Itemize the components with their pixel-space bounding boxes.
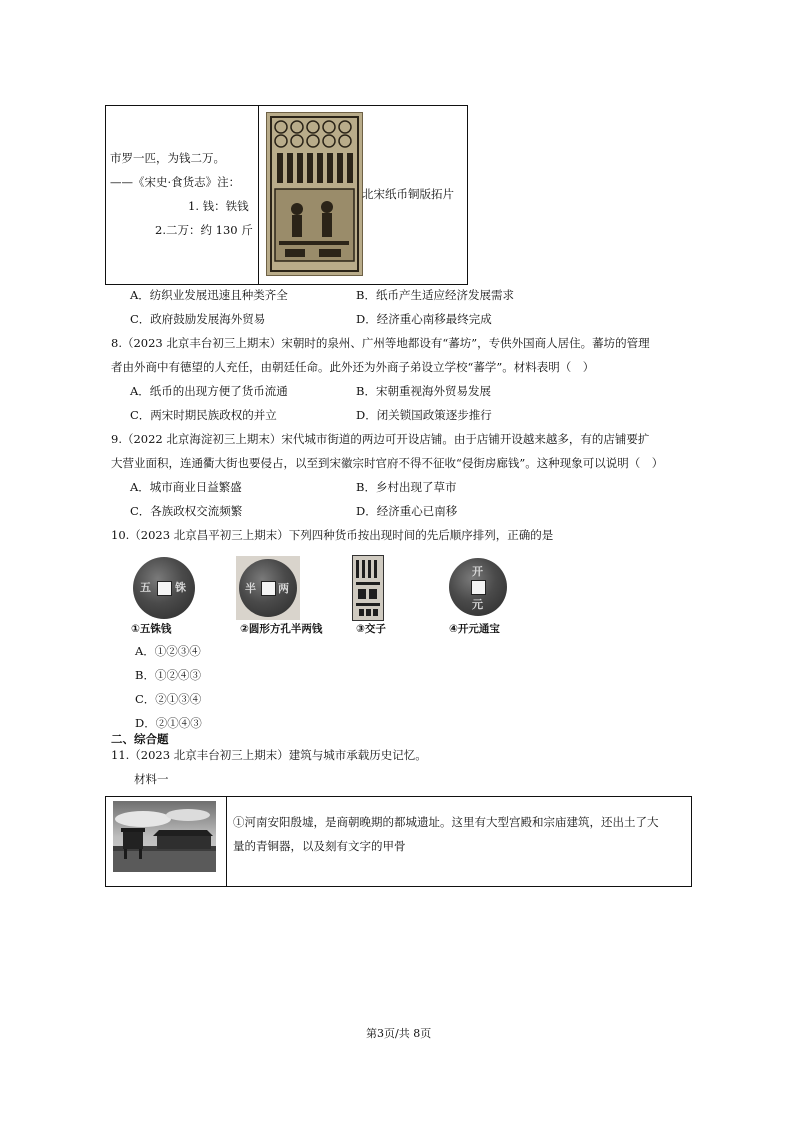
section-heading: 二、综合题 <box>111 732 169 746</box>
table-divider <box>258 105 259 285</box>
q10-option-b[interactable]: B．①②④③ <box>135 668 201 682</box>
coin-label-3: ③交子 <box>356 623 386 635</box>
jiaozi-pattern <box>353 556 383 620</box>
q10-option-c[interactable]: C．②①③④ <box>135 692 202 706</box>
yinxu-description-line2: 量的青铜器，以及刻有文字的甲骨 <box>233 839 406 853</box>
q9-option-d[interactable]: D．经济重心已南移 <box>356 504 458 518</box>
quote-source: ——《宋史·食货志》注： <box>110 175 241 189</box>
coin-char: 开 <box>472 565 483 578</box>
yinxu-photo-scene <box>113 801 216 872</box>
q7-option-b[interactable]: B．纸币产生适应经济发展需求 <box>356 288 514 302</box>
q8-option-b[interactable]: B．宋朝重视海外贸易发展 <box>356 384 491 398</box>
q7-option-d[interactable]: D．经济重心南移最终完成 <box>356 312 492 326</box>
banknote-pattern <box>267 113 362 275</box>
coin-label-4: ④开元通宝 <box>449 623 500 635</box>
q9-stem-line1: 9.（2022 北京海淀初三上期末）宋代城市街道的两边可开设店铺。由于店铺开设越来越多，有的店铺要扩 <box>111 432 650 446</box>
q10-option-a[interactable]: A．①②③④ <box>135 644 201 658</box>
q11-stem: 11.（2023 北京丰台初三上期末）建筑与城市承载历史记忆。 <box>111 748 427 762</box>
quote-text: 市罗一匹，为钱二万。 <box>110 151 225 165</box>
banliang-coin-image <box>239 559 297 617</box>
coin-char: 半 <box>245 582 256 595</box>
coin-char: 五 <box>140 581 151 594</box>
q9-option-b[interactable]: B．乡村出现了草市 <box>356 480 457 494</box>
q9-stem-line2: 大营业面积，连通衢大街也要侵占，以至到宋徽宗时官府不得不征收“侵街房廊钱”。这种现象可以说明（ ） <box>111 456 664 470</box>
image-caption: 北宋纸币铜版拓片 <box>362 187 454 201</box>
coin-label-1: ①五铢钱 <box>131 623 172 635</box>
coin-label-2: ②圆形方孔半两钱 <box>240 623 323 635</box>
q8-option-c[interactable]: C．两宋时期民族政权的并立 <box>130 408 277 422</box>
q8-option-d[interactable]: D．闭关锁国政策逐步推行 <box>356 408 492 422</box>
page-footer: 第3页/共 8页 <box>366 1027 432 1040</box>
banknote-rubbing-image <box>266 112 363 276</box>
note-2: 2.二万：约 130 斤 <box>155 223 253 237</box>
coin-char: 铢 <box>175 581 186 594</box>
q9-option-a[interactable]: A．城市商业日益繁盛 <box>130 480 242 494</box>
wuzhu-coin-image <box>133 557 195 619</box>
material-label: 材料一 <box>134 772 169 786</box>
coin-char: 两 <box>278 582 289 595</box>
note-1: 1. 钱：铁钱 <box>188 199 249 213</box>
q10-stem: 10.（2023 北京昌平初三上期末）下列四种货币按出现时间的先后顺序排列，正确的是 <box>111 528 554 542</box>
q8-stem-line2: 者由外商中有德望的人充任，由朝廷任命。此外还为外商子弟设立学校“蕃学”。材料表明（ ） <box>111 360 595 374</box>
table-divider <box>226 796 227 887</box>
q9-option-c[interactable]: C．各族政权交流频繁 <box>130 504 243 518</box>
yinxu-description-line1: ①河南安阳殷墟，是商朝晚期的都城遗址。这里有大型宫殿和宗庙建筑，还出土了大 <box>233 815 659 829</box>
yinxu-photo <box>113 801 216 872</box>
q8-stem-line1: 8.（2023 北京丰台初三上期末）宋朝时的泉州、广州等地都设有“蕃坊”，专供外国商人居住。蕃坊的管理 <box>111 336 650 350</box>
coin-char: 元 <box>472 598 483 611</box>
q10-option-d[interactable]: D．②①④③ <box>135 716 202 730</box>
kaiyuan-coin-image <box>449 558 507 616</box>
q7-option-c[interactable]: C．政府鼓励发展海外贸易 <box>130 312 266 326</box>
jiaozi-note-image <box>352 555 384 621</box>
q8-option-a[interactable]: A．纸币的出现方便了货币流通 <box>130 384 288 398</box>
q7-option-a[interactable]: A．纺织业发展迅速且种类齐全 <box>130 288 288 302</box>
